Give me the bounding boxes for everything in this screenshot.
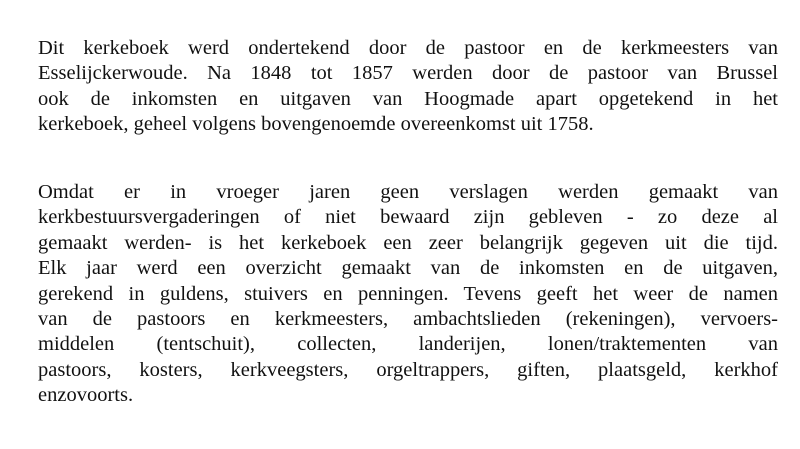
- text-line: kerkeboek, geheel volgens bovengenoemde overeenkomst uit 1758.: [38, 113, 594, 136]
- paragraph-2: [38, 180, 778, 409]
- text-line: Omdat er in vroeger jaren geen verslagen werden gemaakt van: [38, 181, 778, 203]
- paragraph-1: [38, 36, 778, 138]
- text-line: kerkbestuursvergaderingen of niet bewaard zijn gebleven - zo deze al: [38, 206, 778, 229]
- text-line: gemaakt werden- is het kerkeboek een zeer belangrijk gegeven uit die tijd.: [38, 231, 778, 254]
- text-line: ook de inkomsten en uitgaven van Hoogmade apart opgetekend in het: [38, 87, 778, 110]
- text-line: enzovoorts.: [38, 384, 134, 407]
- text-line: pastoors, kosters, kerkveegsters, orgeltrappers, giften, plaatsgeld, kerkhof: [38, 358, 778, 381]
- text-line: gerekend in guldens, stuivers en penningen. Tevens geeft het weer de namen: [38, 282, 778, 305]
- text-line: Esselijckerwoude. Na 1848 tot 1857 werden door de pastoor van Brussel: [38, 62, 778, 85]
- text-line: middelen (tentschuit), collecten, landerijen, lonen/traktementen van: [38, 333, 778, 356]
- text-line: van de pastoors en kerkmeesters, ambachtslieden (rekeningen), vervoers-: [38, 307, 778, 330]
- text-line: Dit kerkeboek werd ondertekend door de pastoor en de kerkmeesters van: [38, 37, 778, 59]
- text-line: Elk jaar werd een overzicht gemaakt van de inkomsten en de uitgaven,: [38, 257, 778, 280]
